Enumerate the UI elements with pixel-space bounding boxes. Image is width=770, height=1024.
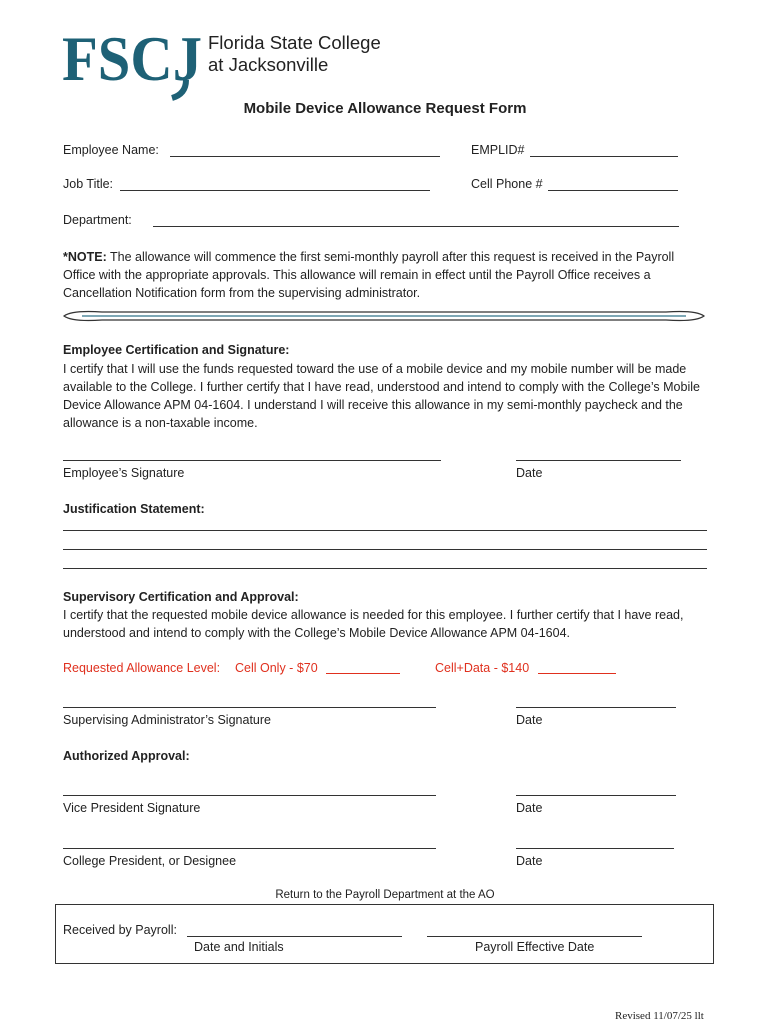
supervisor-signature-field[interactable] xyxy=(63,707,436,708)
logo-line-2: at Jacksonville xyxy=(208,54,329,75)
date-and-initials-label: Date and Initials xyxy=(194,940,284,954)
justification-line-3[interactable] xyxy=(63,568,707,569)
employee-date-label: Date xyxy=(516,466,543,480)
authorized-heading: Authorized Approval: xyxy=(63,749,190,763)
return-note: Return to the Payroll Department at the AO xyxy=(275,889,495,901)
allowance-option-cell-only: Cell Only - $70 xyxy=(235,661,318,675)
justification-line-1[interactable] xyxy=(63,530,707,531)
department-field[interactable] xyxy=(153,226,679,227)
justification-heading: Justification Statement: xyxy=(63,502,205,516)
allowance-level-label: Requested Allowance Level: xyxy=(63,661,221,675)
employee-cert-heading: Employee Certification and Signature: xyxy=(63,343,290,357)
job-title-field[interactable] xyxy=(120,190,430,191)
received-by-payroll-field[interactable] xyxy=(187,936,402,937)
supervisor-date-label: Date xyxy=(516,713,543,727)
emplid-label: EMPLID# xyxy=(471,143,525,157)
job-title-label: Job Title: xyxy=(63,177,114,191)
section-divider xyxy=(62,309,706,323)
logo-line-1: Florida State College xyxy=(208,32,381,53)
note-text: The allowance will commence the first semi-monthly payroll after this request is received in the Payroll Office with the appropriate approvals. This allowance will remain in effect until the Payroll Office receives a Cancellation Notification form from the supervising administrator. xyxy=(63,250,675,300)
college-logo xyxy=(62,22,392,102)
vp-date-field[interactable] xyxy=(516,795,676,796)
emplid-field[interactable] xyxy=(530,156,678,157)
president-signature-label: College President, or Designee xyxy=(63,854,237,868)
cell-phone-label: Cell Phone # xyxy=(471,177,543,191)
employee-date-field[interactable] xyxy=(516,460,681,461)
justification-line-2[interactable] xyxy=(63,549,707,550)
supervisor-date-field[interactable] xyxy=(516,707,676,708)
payroll-effective-date-label: Payroll Effective Date xyxy=(475,940,595,954)
employee-signature-field[interactable] xyxy=(63,460,441,461)
received-by-payroll-label: Received by Payroll: xyxy=(63,923,177,937)
employee-name-field[interactable] xyxy=(170,156,440,157)
fscj-logo-mark xyxy=(62,22,212,102)
president-date-field[interactable] xyxy=(516,848,674,849)
vp-date-label: Date xyxy=(516,801,543,815)
allowance-option-cell-data: Cell+Data - $140 xyxy=(435,661,530,675)
payroll-effective-date-field[interactable] xyxy=(427,936,642,937)
supervisory-text: I certify that the requested mobile device allowance is needed for this employee. I further certify that I have read, understood and intend to comply with the College’s Mobile Device Allowance APM 04-1604. xyxy=(63,608,684,640)
employee-cert-text: I certify that I will use the funds requested toward the use of a mobile device and my mobile number will be made available to the College. I further certify that I have read, understood and intend to comply with the College’s Mobile Device Allowance APM 04-1604. I understand I will receive this allowance in my semi-monthly paycheck and the allowance is a non-taxable income. xyxy=(63,362,700,430)
cell-phone-field[interactable] xyxy=(548,190,678,191)
allowance-option-cell-only-field[interactable] xyxy=(326,673,400,674)
employee-name-label: Employee Name: xyxy=(63,143,159,157)
president-signature-field[interactable] xyxy=(63,848,436,849)
department-label: Department: xyxy=(63,213,132,227)
vp-signature-field[interactable] xyxy=(63,795,436,796)
revised-note: Revised 11/07/25 llt xyxy=(615,1010,704,1022)
logo-abbr: FSCJ xyxy=(62,23,202,94)
allowance-option-cell-data-field[interactable] xyxy=(538,673,616,674)
president-date-label: Date xyxy=(516,854,543,868)
supervisor-signature-label: Supervising Administrator’s Signature xyxy=(63,713,271,727)
note-paragraph xyxy=(63,248,703,302)
payroll-box xyxy=(55,904,714,964)
note-label: *NOTE: xyxy=(63,250,107,264)
vp-signature-label: Vice President Signature xyxy=(63,801,201,815)
supervisory-heading: Supervisory Certification and Approval: xyxy=(63,590,299,604)
form-title: Mobile Device Allowance Request Form xyxy=(243,100,527,117)
employee-signature-label: Employee’s Signature xyxy=(63,466,185,480)
